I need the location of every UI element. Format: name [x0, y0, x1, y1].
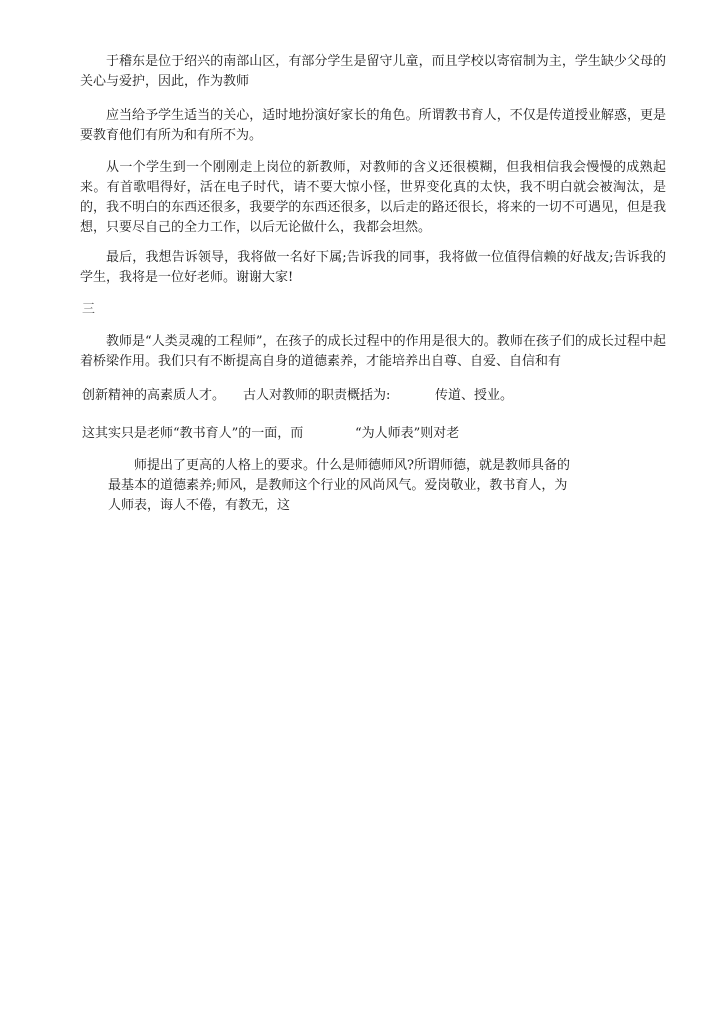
paragraph-2: 应当给予学生适当的关心，适时地扮演好家长的角色。所谓教书育人，不仅是传道授业解惑，更是要教育他们有所为和有所不为。 [80, 108, 666, 143]
paragraph-8-line-1: 师提出了更高的人格上的要求。什么是师德师风?所谓师德，就是教师具备的 [134, 458, 570, 473]
line-7-part-1: 这其实只是老师“教书育人”的一面，而 [82, 426, 304, 441]
paragraph-1: 于稽东是位于绍兴的南部山区，有部分学生是留守儿童，而且学校以寄宿制为主，学生缺少父母的关心与爱护，因此，作为教师 [80, 54, 666, 89]
paragraph-8-line-3: 人师表，诲人不倦，有教无，这 [108, 498, 291, 513]
section-heading: 三 [82, 302, 96, 317]
paragraph-3: 从一个学生到一个刚刚走上岗位的新教师，对教师的含义还很模糊，但我相信我会慢慢的成熟起来。有首歌唱得好，活在电子时代，请不要大惊小怪，世界变化真的太快，我不明白就会被淘汰，是的，我不明白的东西还很多，我要学的东西还很多，以后走的路还很长，将来的一切不可遇见，但是我想，只要尽自己的全力工作，以后无论做什么，我都会坦然。 [80, 160, 666, 235]
paragraph-4: 最后，我想告诉领导，我将做一名好下属;告诉我的同事，我将做一位值得信赖的好战友;告诉我的学生，我将是一位好老师。谢谢大家! [80, 250, 666, 285]
line-6-part-1: 创新精神的高素质人才。 [82, 388, 226, 403]
paragraph-8-line-2: 最基本的道德素养;师风，是教师这个行业的风尚风气。爱岗敬业，教书育人，为 [108, 478, 568, 493]
paragraph-5: 教师是“人类灵魂的工程师”，在孩子的成长过程中的作用是很大的。教师在孩子们的成长过程中起着桥梁作用。我们只有不断提高自身的道德素养，才能培养出自尊、自爱、自信和有 [80, 334, 666, 369]
line-6-part-3: 传道、授业。 [435, 388, 514, 403]
line-7-part-2: “为人师表”则对老 [355, 426, 460, 441]
line-6-part-2: 古人对教师的职责概括为: [243, 388, 391, 403]
